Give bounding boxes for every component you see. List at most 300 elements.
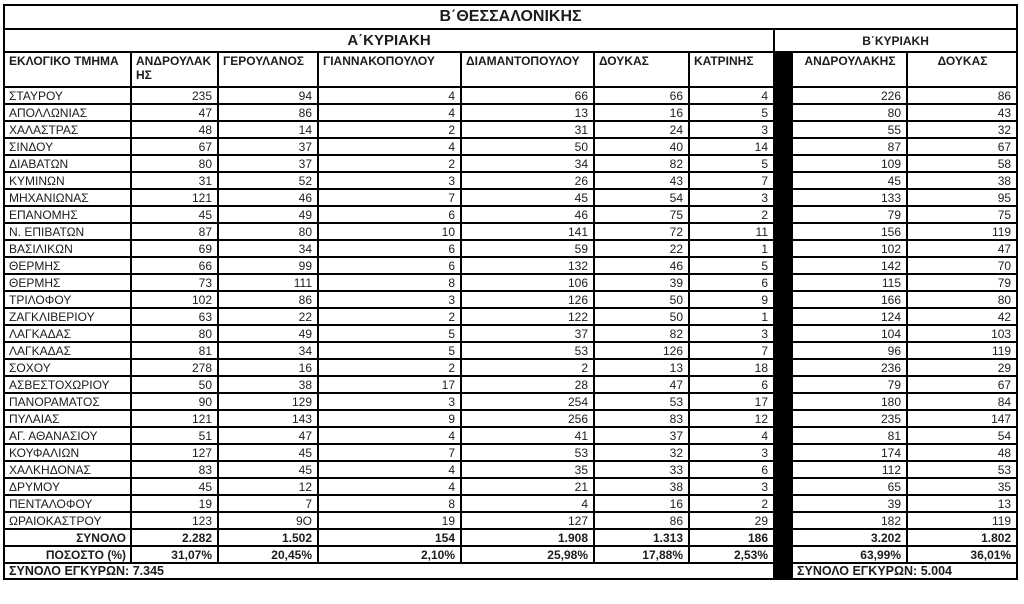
vote-count-cell: 5 xyxy=(689,104,774,121)
vote-count-cell: 38 xyxy=(594,478,689,495)
vote-count-cell: 3 xyxy=(318,172,461,189)
vote-count-cell: 7 xyxy=(318,189,461,206)
vote-count-cell: 34 xyxy=(461,155,594,172)
vote-count-cell: 106 xyxy=(461,274,594,291)
vote-count-cell: 33 xyxy=(594,461,689,478)
vote-count-cell: 41 xyxy=(461,427,594,444)
table-row xyxy=(4,274,1017,291)
table-row xyxy=(4,104,1017,121)
col-header-candidate: ΓΙΑΝΝΑΚΟΠΟΥΛΟΥ xyxy=(318,52,461,87)
section-header-second-sunday: Β΄ΚΥΡΙΑΚΗ xyxy=(774,29,1017,52)
vote-count-cell: 4 xyxy=(461,495,594,512)
vote-count-cell: 111 xyxy=(218,274,318,291)
vote-count-cell: 119 xyxy=(907,342,1017,359)
col-header-candidate: ΔΟΥΚΑΣ xyxy=(907,52,1017,87)
district-cell: ΚΟΥΦΑΛΙΩΝ xyxy=(4,444,131,461)
percentage-cell: 20,45% xyxy=(218,546,318,563)
vote-count-cell: 2 xyxy=(318,308,461,325)
district-cell: ΤΡΙΛΟΦΟΥ xyxy=(4,291,131,308)
district-cell: ΧΑΛΚΗΔΟΝΑΣ xyxy=(4,461,131,478)
vote-count-cell: 4 xyxy=(318,104,461,121)
vote-count-cell: 2 xyxy=(461,359,594,376)
vote-count-cell: 141 xyxy=(461,223,594,240)
vote-count-cell: 13 xyxy=(461,104,594,121)
percentage-cell: 2,10% xyxy=(318,546,461,563)
vote-count-cell: 50 xyxy=(594,291,689,308)
vote-count-cell: 121 xyxy=(131,189,218,206)
vote-count-cell: 278 xyxy=(131,359,218,376)
col-header-district: ΕΚΛΟΓΙΚΟ ΤΜΗΜΑ xyxy=(4,52,131,87)
vote-count-cell: 126 xyxy=(594,342,689,359)
vote-count-cell: 18 xyxy=(689,359,774,376)
vote-count-cell: 69 xyxy=(131,240,218,257)
vote-count-cell: 86 xyxy=(594,512,689,529)
vote-count-cell: 83 xyxy=(131,461,218,478)
vote-count-cell: 4 xyxy=(689,427,774,444)
vote-count-cell: 79 xyxy=(792,376,907,393)
vote-count-cell: 46 xyxy=(594,257,689,274)
vote-count-cell: 12 xyxy=(218,478,318,495)
vote-count-cell: 13 xyxy=(594,359,689,376)
vote-count-cell: 4 xyxy=(689,87,774,104)
valid-votes-second xyxy=(792,563,1017,579)
vote-count-cell: 79 xyxy=(907,274,1017,291)
title-row xyxy=(4,5,1017,29)
section-separator xyxy=(774,206,792,223)
section-separator xyxy=(774,325,792,342)
vote-count-cell: 48 xyxy=(131,121,218,138)
vote-count-cell: 22 xyxy=(594,240,689,257)
vote-count-cell: 45 xyxy=(461,189,594,206)
valid-votes-second-label: ΣΥΝΟΛΟ ΕΓΚΥΡΩΝ: xyxy=(797,564,918,578)
vote-count-cell: 50 xyxy=(461,138,594,155)
table-row xyxy=(4,512,1017,529)
vote-count-cell: 6 xyxy=(689,274,774,291)
district-cell: ΩΡΑΙΟΚΑΣΤΡΟΥ xyxy=(4,512,131,529)
vote-count-cell: 9 xyxy=(689,291,774,308)
vote-count-cell: 45 xyxy=(131,478,218,495)
vote-count-cell: 49 xyxy=(218,325,318,342)
section-separator xyxy=(774,359,792,376)
vote-count-cell: 39 xyxy=(792,495,907,512)
vote-count-cell: 53 xyxy=(461,444,594,461)
vote-count-cell: 109 xyxy=(792,155,907,172)
vote-count-cell: 7 xyxy=(689,342,774,359)
vote-count-cell: 5 xyxy=(318,325,461,342)
vote-count-cell: 103 xyxy=(907,325,1017,342)
sunday-row xyxy=(4,29,1017,52)
vote-count-cell: 26 xyxy=(461,172,594,189)
table-row xyxy=(4,206,1017,223)
district-cell: ΒΑΣΙΛΙΚΩΝ xyxy=(4,240,131,257)
section-separator xyxy=(774,393,792,410)
vote-count-cell: 94 xyxy=(218,87,318,104)
vote-count-cell: 59 xyxy=(461,240,594,257)
section-separator xyxy=(774,172,792,189)
vote-count-cell: 50 xyxy=(131,376,218,393)
vote-count-cell: 3 xyxy=(689,478,774,495)
vote-count-cell: 87 xyxy=(131,223,218,240)
vote-count-cell: 58 xyxy=(907,155,1017,172)
table-row xyxy=(4,461,1017,478)
vote-count-cell: 46 xyxy=(218,189,318,206)
vote-count-cell: 51 xyxy=(131,427,218,444)
table-row xyxy=(4,240,1017,257)
vote-count-cell: 129 xyxy=(218,393,318,410)
vote-count-cell: 22 xyxy=(218,308,318,325)
section-separator xyxy=(774,121,792,138)
valid-votes-row xyxy=(4,563,1017,579)
district-cell: ΠΕΝΤΑΛΟΦΟΥ xyxy=(4,495,131,512)
vote-count-cell: 122 xyxy=(461,308,594,325)
total-cell: 2.282 xyxy=(131,529,218,546)
vote-count-cell: 67 xyxy=(131,138,218,155)
vote-count-cell: 95 xyxy=(907,189,1017,206)
total-cell: 1.908 xyxy=(461,529,594,546)
vote-count-cell: 19 xyxy=(318,512,461,529)
valid-votes-first-label: ΣΥΝΟΛΟ ΕΓΚΥΡΩΝ: xyxy=(9,564,130,578)
section-separator xyxy=(774,274,792,291)
vote-count-cell: 86 xyxy=(218,104,318,121)
vote-count-cell: 9 xyxy=(318,410,461,427)
vote-count-cell: 49 xyxy=(218,206,318,223)
column-header-row xyxy=(4,52,1017,87)
percentage-cell: 2,53% xyxy=(689,546,774,563)
section-separator xyxy=(774,563,792,579)
table-row xyxy=(4,444,1017,461)
section-separator xyxy=(774,342,792,359)
vote-count-cell: 29 xyxy=(689,512,774,529)
section-separator xyxy=(774,495,792,512)
district-cell: ΔΡΥΜΟΥ xyxy=(4,478,131,495)
section-separator xyxy=(774,308,792,325)
percentage-cell: 25,98% xyxy=(461,546,594,563)
total-cell: 3.202 xyxy=(792,529,907,546)
section-separator xyxy=(774,410,792,427)
vote-count-cell: 46 xyxy=(461,206,594,223)
district-cell: ΣΤΑΥΡΟΥ xyxy=(4,87,131,104)
vote-count-cell: 52 xyxy=(218,172,318,189)
district-cell: ΠΑΝΟΡΑΜΑΤΟΣ xyxy=(4,393,131,410)
section-separator xyxy=(774,87,792,104)
table-row xyxy=(4,427,1017,444)
vote-count-cell: 96 xyxy=(792,342,907,359)
vote-count-cell: 40 xyxy=(594,138,689,155)
vote-count-cell: 47 xyxy=(131,104,218,121)
vote-count-cell: 80 xyxy=(131,325,218,342)
vote-count-cell: 54 xyxy=(907,427,1017,444)
table-row xyxy=(4,308,1017,325)
vote-count-cell: 5 xyxy=(318,342,461,359)
table-row xyxy=(4,376,1017,393)
vote-count-cell: 2 xyxy=(318,121,461,138)
totals-row xyxy=(4,529,1017,546)
table-row xyxy=(4,189,1017,206)
vote-count-cell: 47 xyxy=(907,240,1017,257)
vote-count-cell: 55 xyxy=(792,121,907,138)
vote-count-cell: 19 xyxy=(131,495,218,512)
vote-count-cell: 12 xyxy=(689,410,774,427)
vote-count-cell: 119 xyxy=(907,223,1017,240)
vote-count-cell: 104 xyxy=(792,325,907,342)
vote-count-cell: 80 xyxy=(131,155,218,172)
col-header-candidate: ΑΝΔΡΟΥΛΑΚΗΣ xyxy=(792,52,907,87)
vote-count-cell: 143 xyxy=(218,410,318,427)
vote-count-cell: 4 xyxy=(318,461,461,478)
vote-count-cell: 63 xyxy=(131,308,218,325)
vote-count-cell: 86 xyxy=(218,291,318,308)
vote-count-cell: 17 xyxy=(689,393,774,410)
vote-count-cell: 31 xyxy=(131,172,218,189)
page-title: Β΄ΘΕΣΣΑΛΟΝΙΚΗΣ xyxy=(4,5,1017,29)
total-cell: 1.502 xyxy=(218,529,318,546)
table-row xyxy=(4,223,1017,240)
vote-count-cell: 37 xyxy=(461,325,594,342)
section-separator xyxy=(774,376,792,393)
table-row xyxy=(4,410,1017,427)
valid-votes-first-value: 7.345 xyxy=(132,564,164,578)
section-separator xyxy=(774,155,792,172)
vote-count-cell: 67 xyxy=(907,138,1017,155)
vote-count-cell: 115 xyxy=(792,274,907,291)
vote-count-cell: 81 xyxy=(792,427,907,444)
vote-count-cell: 6 xyxy=(318,240,461,257)
vote-count-cell: 45 xyxy=(792,172,907,189)
vote-count-cell: 2 xyxy=(689,206,774,223)
vote-count-cell: 31 xyxy=(461,121,594,138)
vote-count-cell: 45 xyxy=(218,461,318,478)
percentage-cell: 36,01% xyxy=(907,546,1017,563)
vote-count-cell: 13 xyxy=(907,495,1017,512)
vote-count-cell: 82 xyxy=(594,155,689,172)
vote-count-cell: 102 xyxy=(792,240,907,257)
vote-count-cell: 9O xyxy=(218,512,318,529)
col-header-candidate: ΑΝΔΡΟΥΛΑΚΗΣ xyxy=(131,52,218,87)
vote-count-cell: 156 xyxy=(792,223,907,240)
section-separator xyxy=(774,240,792,257)
vote-count-cell: 235 xyxy=(792,410,907,427)
vote-count-cell: 38 xyxy=(907,172,1017,189)
percentages-label: ΠΟΣΟΣΤΟ (%) xyxy=(4,546,131,563)
vote-count-cell: 24 xyxy=(594,121,689,138)
table-row xyxy=(4,291,1017,308)
vote-count-cell: 83 xyxy=(594,410,689,427)
vote-count-cell: 5 xyxy=(689,257,774,274)
section-separator xyxy=(774,104,792,121)
vote-count-cell: 5 xyxy=(689,155,774,172)
vote-count-cell: 17 xyxy=(318,376,461,393)
col-header-candidate: ΚΑΤΡΙΝΗΣ xyxy=(689,52,774,87)
vote-count-cell: 182 xyxy=(792,512,907,529)
vote-count-cell: 37 xyxy=(218,138,318,155)
district-cell: ΧΑΛΑΣΤΡΑΣ xyxy=(4,121,131,138)
table-row xyxy=(4,257,1017,274)
vote-count-cell: 87 xyxy=(792,138,907,155)
vote-count-cell: 3 xyxy=(689,121,774,138)
total-cell: 154 xyxy=(318,529,461,546)
district-cell: ΕΠΑΝΟΜΗΣ xyxy=(4,206,131,223)
totals-label: ΣΥΝΟΛΟ xyxy=(4,529,131,546)
section-separator xyxy=(774,444,792,461)
vote-count-cell: 226 xyxy=(792,87,907,104)
vote-count-cell: 28 xyxy=(461,376,594,393)
district-cell: ΣΙΝΔΟΥ xyxy=(4,138,131,155)
vote-count-cell: 2 xyxy=(318,155,461,172)
percentage-cell: 17,88% xyxy=(594,546,689,563)
vote-count-cell: 39 xyxy=(594,274,689,291)
vote-count-cell: 32 xyxy=(907,121,1017,138)
vote-count-cell: 127 xyxy=(131,444,218,461)
section-separator xyxy=(774,257,792,274)
section-separator xyxy=(774,461,792,478)
vote-count-cell: 3 xyxy=(318,291,461,308)
vote-count-cell: 82 xyxy=(594,325,689,342)
vote-count-cell: 126 xyxy=(461,291,594,308)
table-row xyxy=(4,138,1017,155)
table-row xyxy=(4,325,1017,342)
vote-count-cell: 86 xyxy=(907,87,1017,104)
vote-count-cell: 75 xyxy=(907,206,1017,223)
section-header-first-sunday: Α΄ΚΥΡΙΑΚΗ xyxy=(4,29,774,52)
district-cell: ΜΗΧΑΝΙΩΝΑΣ xyxy=(4,189,131,206)
section-separator xyxy=(774,478,792,495)
vote-count-cell: 16 xyxy=(218,359,318,376)
vote-count-cell: 3 xyxy=(689,444,774,461)
vote-count-cell: 29 xyxy=(907,359,1017,376)
vote-count-cell: 123 xyxy=(131,512,218,529)
vote-count-cell: 6 xyxy=(318,257,461,274)
district-cell: ΛΑΓΚΑΔΑΣ xyxy=(4,342,131,359)
vote-count-cell: 70 xyxy=(907,257,1017,274)
vote-count-cell: 2 xyxy=(318,359,461,376)
table-row xyxy=(4,359,1017,376)
vote-count-cell: 127 xyxy=(461,512,594,529)
vote-count-cell: 80 xyxy=(218,223,318,240)
section-separator xyxy=(774,223,792,240)
vote-count-cell: 102 xyxy=(131,291,218,308)
vote-count-cell: 53 xyxy=(461,342,594,359)
vote-count-cell: 256 xyxy=(461,410,594,427)
district-cell: ΔΙΑΒΑΤΩΝ xyxy=(4,155,131,172)
vote-count-cell: 72 xyxy=(594,223,689,240)
section-separator xyxy=(774,52,792,87)
vote-count-cell: 3 xyxy=(318,393,461,410)
vote-count-cell: 236 xyxy=(792,359,907,376)
table-row xyxy=(4,478,1017,495)
vote-count-cell: 42 xyxy=(907,308,1017,325)
vote-count-cell: 6 xyxy=(689,461,774,478)
total-cell: 1.313 xyxy=(594,529,689,546)
col-header-candidate: ΔΙΑΜΑΝΤΟΠΟΥΛΟΥ xyxy=(461,52,594,87)
vote-count-cell: 235 xyxy=(131,87,218,104)
vote-count-cell: 21 xyxy=(461,478,594,495)
vote-count-cell: 66 xyxy=(131,257,218,274)
vote-count-cell: 45 xyxy=(218,444,318,461)
vote-count-cell: 34 xyxy=(218,342,318,359)
table-row xyxy=(4,393,1017,410)
vote-count-cell: 67 xyxy=(907,376,1017,393)
vote-count-cell: 53 xyxy=(594,393,689,410)
vote-count-cell: 124 xyxy=(792,308,907,325)
vote-count-cell: 90 xyxy=(131,393,218,410)
total-cell: 186 xyxy=(689,529,774,546)
vote-count-cell: 7 xyxy=(318,444,461,461)
vote-count-cell: 7 xyxy=(218,495,318,512)
vote-count-cell: 54 xyxy=(594,189,689,206)
valid-votes-first xyxy=(4,563,774,579)
vote-count-cell: 32 xyxy=(594,444,689,461)
district-cell: Ν. ΕΠΙΒΑΤΩΝ xyxy=(4,223,131,240)
vote-count-cell: 79 xyxy=(792,206,907,223)
vote-count-cell: 3 xyxy=(689,325,774,342)
vote-count-cell: 34 xyxy=(218,240,318,257)
section-separator xyxy=(774,427,792,444)
vote-count-cell: 66 xyxy=(461,87,594,104)
vote-count-cell: 50 xyxy=(594,308,689,325)
district-cell: ΛΑΓΚΑΔΑΣ xyxy=(4,325,131,342)
vote-count-cell: 35 xyxy=(907,478,1017,495)
vote-count-cell: 174 xyxy=(792,444,907,461)
valid-votes-second-value: 5.004 xyxy=(920,564,952,578)
vote-count-cell: 1 xyxy=(689,240,774,257)
col-header-candidate: ΔΟΥΚΑΣ xyxy=(594,52,689,87)
district-cell: ΠΥΛΑΙΑΣ xyxy=(4,410,131,427)
vote-count-cell: 147 xyxy=(907,410,1017,427)
vote-count-cell: 8 xyxy=(318,274,461,291)
vote-count-cell: 65 xyxy=(792,478,907,495)
table-row xyxy=(4,172,1017,189)
table-row xyxy=(4,342,1017,359)
district-cell: ΖΑΓΚΛΙΒΕΡΙΟΥ xyxy=(4,308,131,325)
vote-count-cell: 73 xyxy=(131,274,218,291)
total-cell: 1.802 xyxy=(907,529,1017,546)
results-table xyxy=(3,4,1018,580)
vote-count-cell: 47 xyxy=(218,427,318,444)
table-row xyxy=(4,155,1017,172)
vote-count-cell: 16 xyxy=(594,495,689,512)
vote-count-cell: 1 xyxy=(689,308,774,325)
district-cell: ΑΣΒΕΣΤΟΧΩΡΙΟΥ xyxy=(4,376,131,393)
section-separator xyxy=(774,189,792,206)
table-row xyxy=(4,87,1017,104)
vote-count-cell: 43 xyxy=(594,172,689,189)
table-row xyxy=(4,495,1017,512)
vote-count-cell: 43 xyxy=(907,104,1017,121)
vote-count-cell: 45 xyxy=(131,206,218,223)
vote-count-cell: 10 xyxy=(318,223,461,240)
percentage-cell: 31,07% xyxy=(131,546,218,563)
vote-count-cell: 6 xyxy=(689,376,774,393)
percentages-row xyxy=(4,546,1017,563)
vote-count-cell: 180 xyxy=(792,393,907,410)
vote-count-cell: 254 xyxy=(461,393,594,410)
vote-count-cell: 99 xyxy=(218,257,318,274)
vote-count-cell: 119 xyxy=(907,512,1017,529)
vote-count-cell: 2 xyxy=(689,495,774,512)
vote-count-cell: 6 xyxy=(318,206,461,223)
vote-count-cell: 8 xyxy=(318,495,461,512)
vote-count-cell: 80 xyxy=(792,104,907,121)
vote-count-cell: 38 xyxy=(218,376,318,393)
vote-count-cell: 133 xyxy=(792,189,907,206)
district-cell: ΚΥΜΙΝΩΝ xyxy=(4,172,131,189)
vote-count-cell: 132 xyxy=(461,257,594,274)
district-cell: ΘΕΡΜΗΣ xyxy=(4,257,131,274)
district-cell: ΑΓ. ΑΘΑΝΑΣΙΟΥ xyxy=(4,427,131,444)
vote-count-cell: 11 xyxy=(689,223,774,240)
table-row xyxy=(4,121,1017,138)
district-cell: ΣΟΧΟΥ xyxy=(4,359,131,376)
